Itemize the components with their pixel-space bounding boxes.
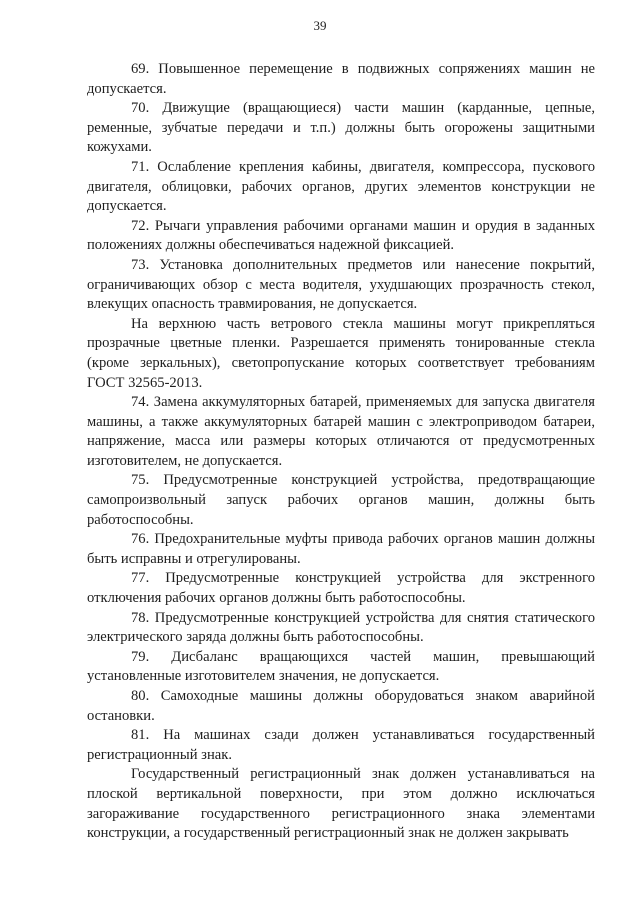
document-body [87, 60, 595, 844]
paragraph-81-continuation: Государственный регистрационный знак должен устанавливаться на плоской вертикальной поверхности, при этом должно исключаться загораживание государственного регистрационного знака элементами конструкции, а государственный регистрационный знак не должен закрывать [87, 766, 595, 842]
paragraph-78: 78. Предусмотренные конструкцией устройства для снятия статического электрического заряда должны быть работоспособны. [87, 609, 595, 646]
paragraph-71: 71. Ослабление крепления кабины, двигателя, компрессора, пускового двигателя, облицовки, рабочих органов, других элементов конструкции не допускается. [87, 158, 595, 215]
paragraph-69: 69. Повышенное перемещение в подвижных сопряжениях машин не допускается. [87, 61, 595, 97]
paragraph-70: 70. Движущие (вращающиеся) части машин (карданные, цепные, ременные, зубчатые передачи и т.п.) должны быть огорожены защитными кожухами. [87, 100, 595, 156]
paragraph-73: 73. Установка дополнительных предметов или нанесение покрытий, ограничивающих обзор с места водителя, ухудшающих прозрачность стекол, влекущих опасность травмирования, не допускается. [87, 256, 595, 313]
paragraph-72: 72. Рычаги управления рабочими органами машин и орудия в заданных положениях должны обеспечиваться надежной фиксацией. [87, 217, 595, 254]
paragraph-74: 74. Замена аккумуляторных батарей, применяемых для запуска двигателя машины, а также аккумуляторных батарей машин с электроприводом батареи, напряжение, масса или размеры которых отличаются от предусмотренных изготовителем, не допускается. [87, 394, 595, 469]
paragraph-76: 76. Предохранительные муфты привода рабочих органов машин должны быть исправны и отрегулированы. [87, 531, 595, 567]
paragraph-77: 77. Предусмотренные конструкцией устройства для экстренного отключения рабочих органов должны быть работоспособны. [87, 570, 595, 607]
paragraph-80: 80. Самоходные машины должны оборудоваться знаком аварийной остановки. [87, 688, 595, 724]
paragraph-79: 79. Дисбаланс вращающихся частей машин, превышающий установленные изготовителем значения, не допускается. [87, 648, 595, 685]
paragraph-73-continuation: На верхнюю часть ветрового стекла машины могут прикрепляться прозрачные цветные пленки. Разрешается применять тонированные стекла (кроме зеркальных), светопропускание которых соответствует требованиям ГОСТ 32565-2013. [87, 315, 595, 391]
paragraph-75: 75. Предусмотренные конструкцией устройства, предотвращающие самопроизвольный запуск рабочих органов машин, должны быть работоспособны. [87, 472, 595, 528]
page-number: 39 [313, 18, 327, 33]
paragraph-81: 81. На машинах сзади должен устанавливаться государственный регистрационный знак. [87, 727, 595, 763]
